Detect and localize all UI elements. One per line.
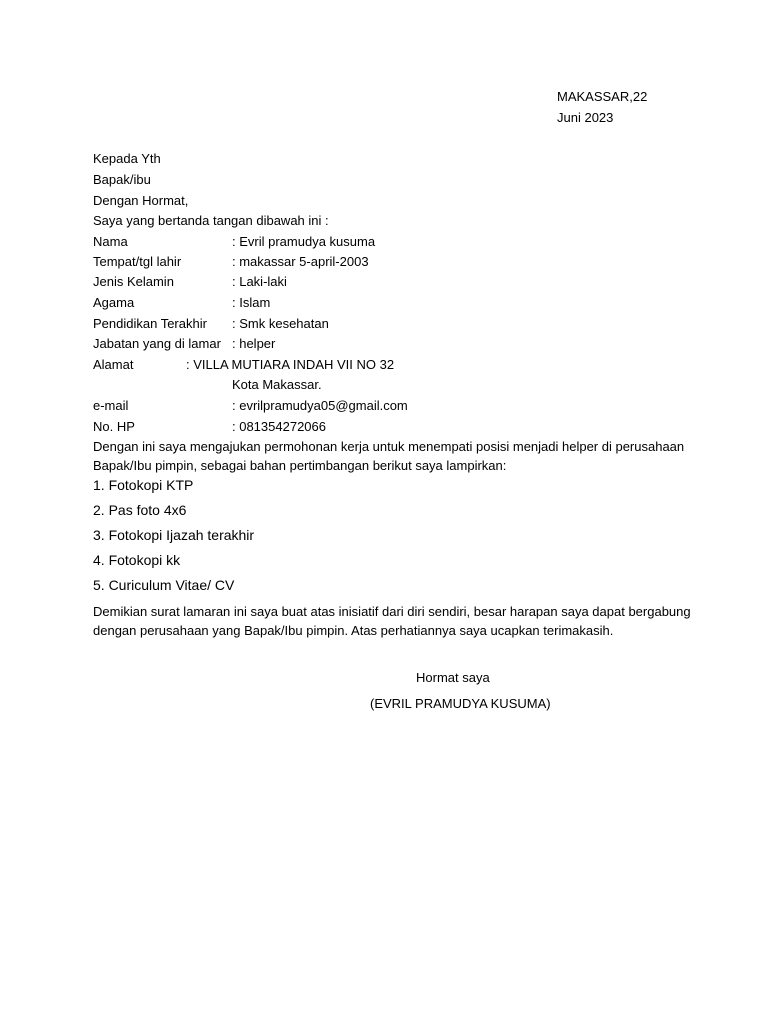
attachment-item: 5. Curiculum Vitae/ CV bbox=[93, 577, 235, 593]
recipient-line-1: Kepada Yth bbox=[93, 151, 161, 166]
intro-text: Saya yang bertanda tangan dibawah ini : bbox=[93, 213, 329, 228]
recipient-line-2: Bapak/ibu bbox=[93, 172, 151, 187]
field-label-gender: Jenis Kelamin bbox=[93, 274, 174, 289]
closing-paragraph: Demikian surat lamaran ini saya buat atas inisiatif dari diri sendiri, besar harapan saya dapat bergabung dengan perusahaan yang Bapak/Ibu pimpin. Atas perhatiannya saya ucapkan terimakasih. bbox=[93, 604, 691, 638]
field-label-email: e-mail bbox=[93, 398, 129, 413]
signature-name: (EVRIL PRAMUDYA KUSUMA) bbox=[370, 696, 551, 711]
field-value-gender: : Laki-laki bbox=[232, 274, 287, 289]
date-line-2: Juni 2023 bbox=[557, 110, 614, 125]
field-label-pendidikan: Pendidikan Terakhir bbox=[93, 316, 207, 331]
application-paragraph: Dengan ini saya mengajukan permohonan kerja untuk menempati posisi menjadi helper di perusahaan Bapak/Ibu pimpin, sebagai bahan pertimbangan berikut saya lampirkan: bbox=[93, 439, 685, 473]
field-label-jabatan: Jabatan yang di lamar bbox=[93, 336, 221, 351]
attachment-item: 2. Pas foto 4x6 bbox=[93, 502, 187, 518]
attachment-item: 4. Fotokopi kk bbox=[93, 552, 181, 568]
field-value-pendidikan: : Smk kesehatan bbox=[232, 316, 329, 331]
field-value-agama: : Islam bbox=[232, 295, 271, 310]
field-label-hp: No. HP bbox=[93, 419, 135, 434]
field-value-hp: : 081354272066 bbox=[232, 419, 326, 434]
field-label-ttl: Tempat/tgl lahir bbox=[93, 254, 182, 269]
field-label-alamat: Alamat bbox=[93, 357, 134, 372]
signature-salutation: Hormat saya bbox=[416, 670, 490, 685]
field-value-alamat-line-2: Kota Makassar. bbox=[232, 377, 322, 392]
field-value-nama: : Evril pramudya kusuma bbox=[232, 234, 376, 249]
greeting: Dengan Hormat, bbox=[93, 193, 189, 208]
date-line-1: MAKASSAR,22 bbox=[557, 89, 648, 104]
field-label-agama: Agama bbox=[93, 295, 135, 310]
attachment-item: 3. Fotokopi Ijazah terakhir bbox=[93, 527, 255, 543]
field-value-alamat: : VILLA MUTIARA INDAH VII NO 32 bbox=[186, 357, 395, 372]
field-value-jabatan: : helper bbox=[232, 336, 276, 351]
attachment-item: 1. Fotokopi KTP bbox=[93, 477, 194, 493]
field-value-ttl: : makassar 5-april-2003 bbox=[232, 254, 369, 269]
field-label-nama: Nama bbox=[93, 234, 128, 249]
field-value-email: : evrilpramudya05@gmail.com bbox=[232, 398, 408, 413]
